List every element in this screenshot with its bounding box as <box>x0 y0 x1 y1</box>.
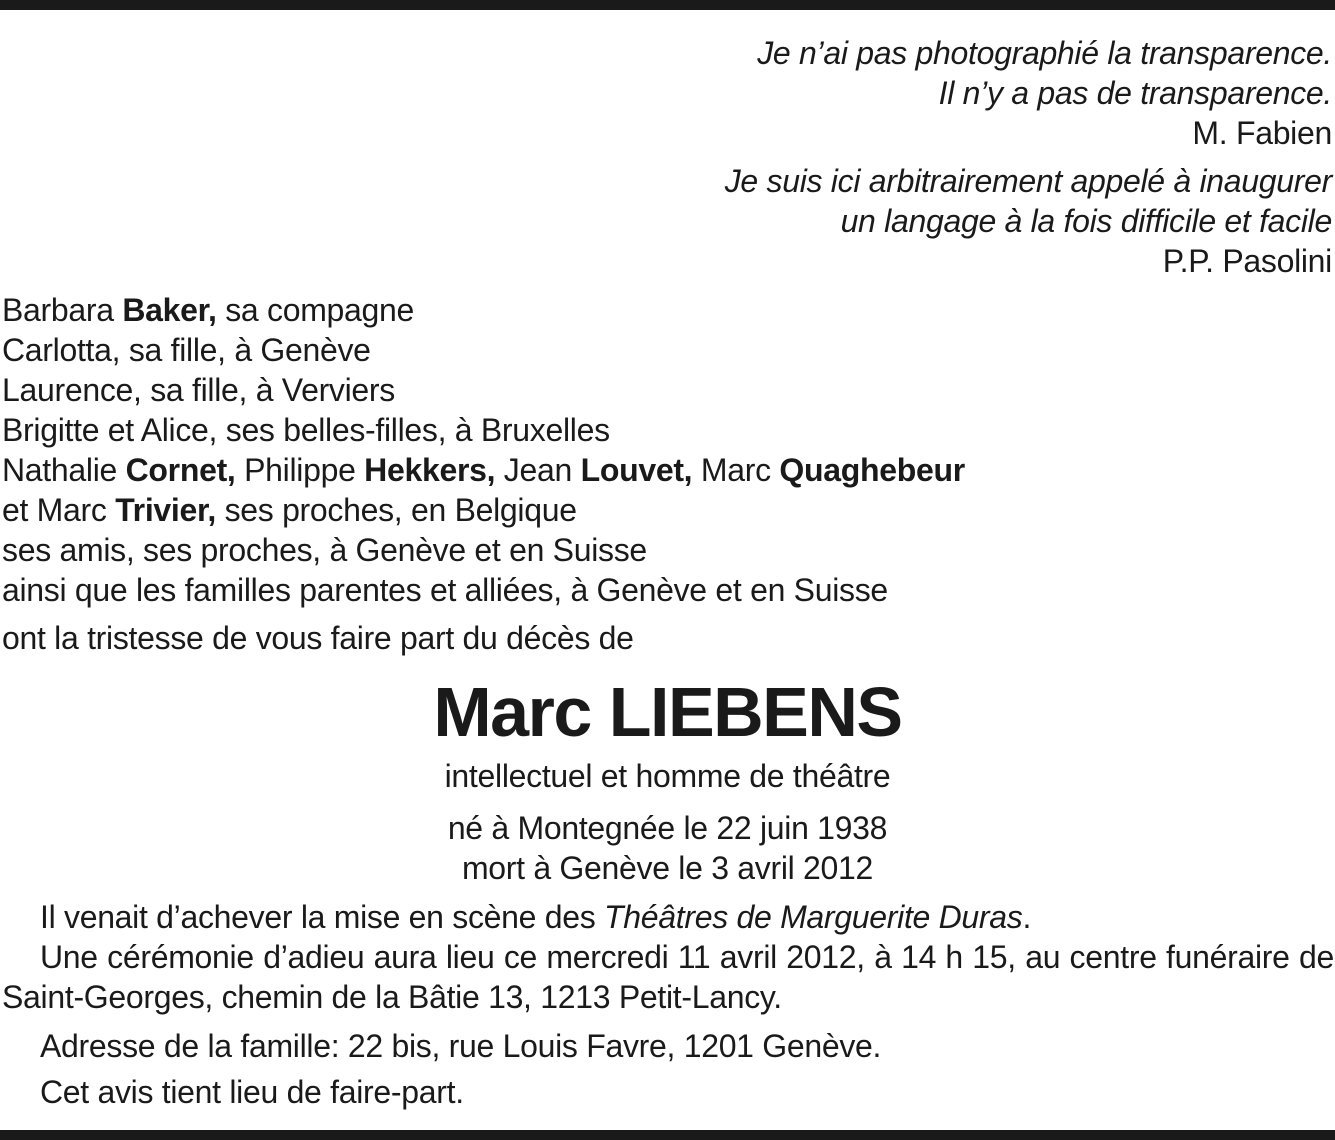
paragraph-ceremony: Une cérémonie d’adieu aura lieu ce mercredi 11 avril 2012, à 14 h 15, au centre funéraire de Saint-Georges, chemin de la Bâtie 13, 1213 Petit-Lancy. <box>2 939 1334 1015</box>
paragraph-address: Adresse de la famille: 22 bis, rue Louis Favre, 1201 Genève. <box>40 1028 882 1064</box>
death-line: mort à Genève le 3 avril 2012 <box>461 850 874 886</box>
epigraph-1-line-2: Il n’y a pas de transparence. <box>938 75 1332 111</box>
family-line-2: Carlotta, sa fille, à Genève <box>2 332 371 368</box>
bottom-border-rule <box>0 1130 1335 1140</box>
epigraph-2-line-2: un langage à la fois difficile et facile <box>840 203 1332 239</box>
family-line-8: ainsi que les familles parentes et alliées, à Genève et en Suisse <box>2 572 888 608</box>
epigraph-2-line-1: Je suis ici arbitrairement appelé à inaugurer <box>724 163 1332 199</box>
family-line-6: et Marc Trivier, ses proches, en Belgique <box>2 492 577 528</box>
family-line-3: Laurence, sa fille, à Verviers <box>2 372 395 408</box>
family-line-1: Barbara Baker, sa compagne <box>2 292 415 328</box>
birth-line: né à Montegnée le 22 juin 1938 <box>447 810 888 846</box>
family-line-5: Nathalie Cornet, Philippe Hekkers, Jean Louvet, Marc Quaghebeur <box>2 452 965 488</box>
deceased-name: Marc LIEBENS <box>433 673 902 751</box>
announcement-text: ont la tristesse de vous faire part du décès de <box>2 620 634 656</box>
epigraph-1-line-1: Je n’ai pas photographié la transparence. <box>757 35 1332 71</box>
family-line-7: ses amis, ses proches, à Genève et en Suisse <box>2 532 647 568</box>
deceased-description: intellectuel et homme de théâtre <box>444 758 891 794</box>
paragraph-notice: Cet avis tient lieu de faire-part. <box>40 1074 464 1110</box>
epigraph-2-author: P.P. Pasolini <box>1162 243 1332 279</box>
paragraph-staging: Il venait d’achever la mise en scène des Théâtres de Marguerite Duras. <box>40 899 1032 935</box>
epigraph-1-author: M. Fabien <box>1192 115 1332 151</box>
top-border-rule <box>0 0 1335 10</box>
family-line-4: Brigitte et Alice, ses belles-filles, à Bruxelles <box>2 412 610 448</box>
